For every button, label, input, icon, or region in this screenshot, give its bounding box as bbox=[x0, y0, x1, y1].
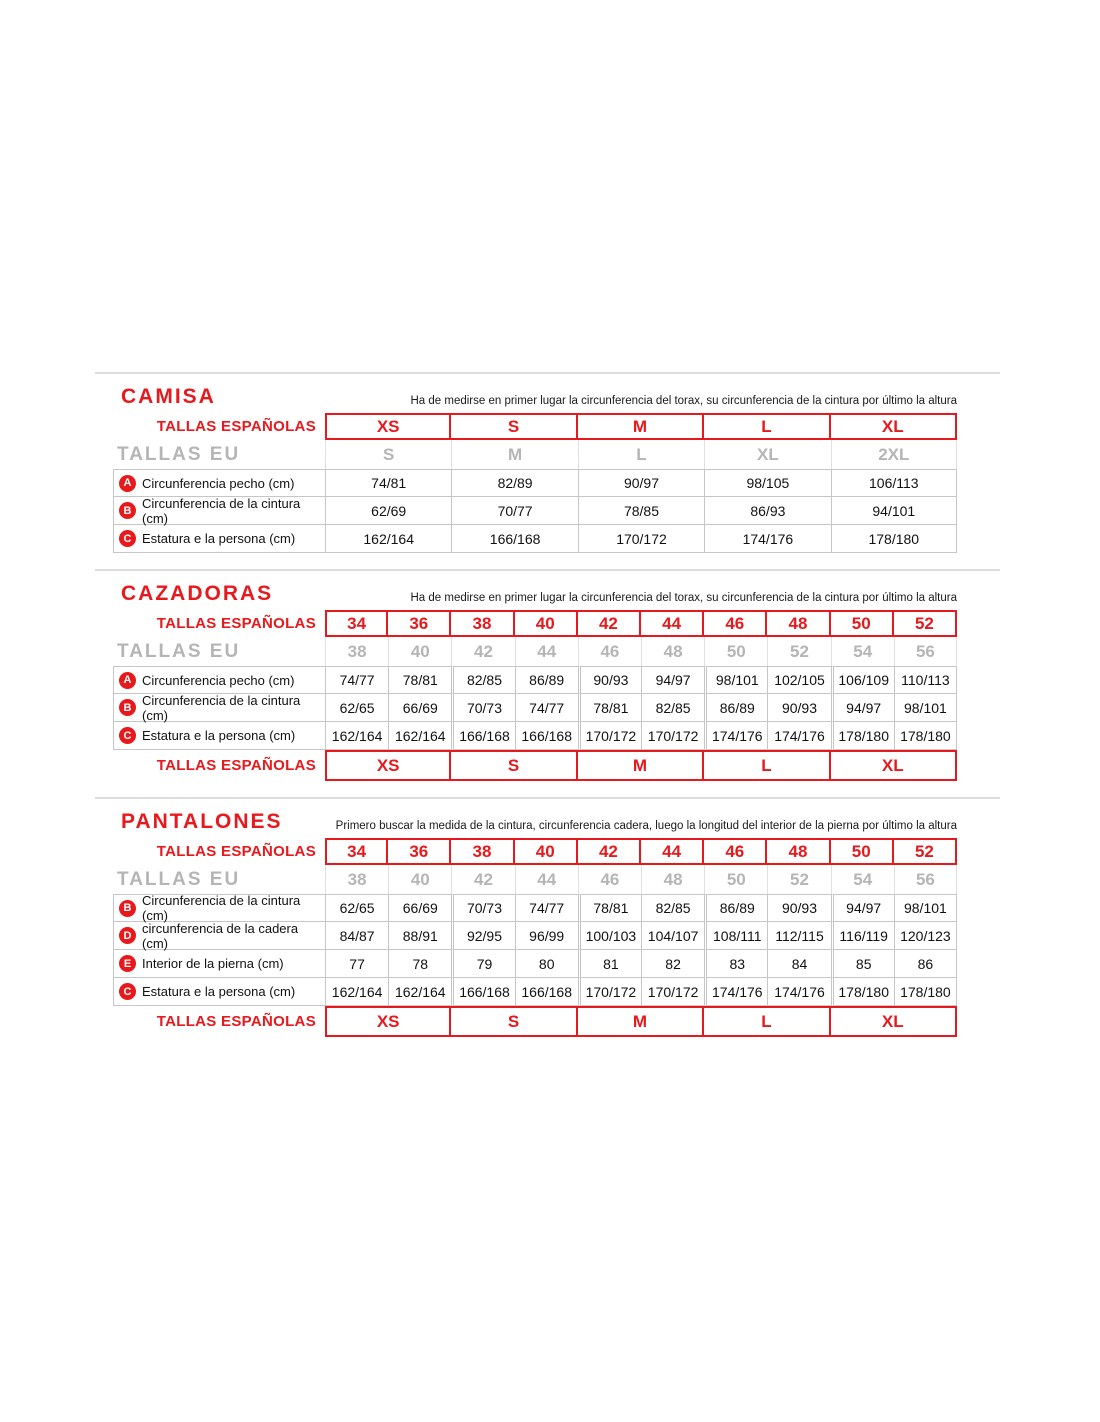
measurement-value: 162/164 bbox=[325, 978, 388, 1006]
size-eu-cell: 44 bbox=[515, 637, 578, 666]
section-title-cazadoras: CAZADORAS bbox=[121, 582, 274, 605]
measurement-row bbox=[113, 497, 957, 525]
measurement-label bbox=[113, 497, 325, 525]
measuring-note: Ha de medirse en primer lugar la circunferencia del torax, su circunferencia de la cintura por último la altura bbox=[410, 395, 957, 407]
size-eu-cell: 48 bbox=[641, 865, 704, 894]
size-es-cell: 44 bbox=[641, 610, 704, 637]
measurement-row bbox=[113, 666, 957, 694]
sizes-es-footer-row bbox=[113, 1006, 957, 1037]
size-es-group-cell: M bbox=[578, 750, 704, 781]
measurement-value: 94/97 bbox=[831, 694, 894, 722]
size-es-cell: 48 bbox=[767, 838, 830, 865]
measurement-row bbox=[113, 469, 957, 497]
measurement-value: 174/176 bbox=[704, 978, 767, 1006]
size-eu-cell: 38 bbox=[325, 865, 388, 894]
measurement-value: 178/180 bbox=[894, 978, 957, 1006]
size-es-cell: 38 bbox=[451, 838, 514, 865]
measurement-value: 66/69 bbox=[388, 694, 451, 722]
size-es-group-cell: S bbox=[451, 750, 577, 781]
measurement-label bbox=[113, 694, 325, 722]
measurement-value: 166/168 bbox=[515, 978, 578, 1006]
measurement-value: 166/168 bbox=[515, 722, 578, 750]
measurement-value: 78/81 bbox=[388, 666, 451, 694]
measurement-row bbox=[113, 922, 957, 950]
measurement-value: 178/180 bbox=[831, 722, 894, 750]
measurement-value: 82/85 bbox=[451, 666, 514, 694]
measurement-label-text: Circunferencia de la cintura (cm) bbox=[142, 893, 301, 923]
measurement-label-text: Interior de la pierna (cm) bbox=[142, 956, 284, 971]
size-es-cell: 46 bbox=[704, 610, 767, 637]
size-table-camisa bbox=[113, 374, 957, 553]
tallas-eu-label: TALLAS EU bbox=[117, 868, 241, 890]
measurement-value: 116/119 bbox=[831, 922, 894, 950]
size-eu-cell: 50 bbox=[704, 865, 767, 894]
size-es-cell: M bbox=[578, 413, 704, 440]
measurement-value: 82/85 bbox=[641, 694, 704, 722]
size-eu-cell: 48 bbox=[641, 637, 704, 666]
measurement-value: 170/172 bbox=[641, 722, 704, 750]
measurement-value: 110/113 bbox=[894, 666, 957, 694]
measuring-note: Ha de medirse en primer lugar la circunferencia del torax, su circunferencia de la cintura por último la altura bbox=[410, 592, 957, 604]
size-es-cell: 52 bbox=[894, 838, 957, 865]
size-eu-cell: XL bbox=[704, 440, 830, 469]
measurement-value: 170/172 bbox=[578, 525, 704, 553]
measurement-value: 62/69 bbox=[325, 497, 451, 525]
size-table-pantalones bbox=[113, 799, 957, 1037]
measurement-value: 74/77 bbox=[515, 894, 578, 922]
measurement-value: 170/172 bbox=[578, 722, 641, 750]
size-eu-cell: S bbox=[325, 440, 451, 469]
size-es-group-cell: L bbox=[704, 1006, 830, 1037]
measurement-value: 166/168 bbox=[451, 525, 577, 553]
measurement-value: 66/69 bbox=[388, 894, 451, 922]
measure-badge-d: D bbox=[119, 927, 136, 944]
size-es-cell: 42 bbox=[578, 838, 641, 865]
measurement-value: 98/101 bbox=[894, 694, 957, 722]
measurement-value: 88/91 bbox=[388, 922, 451, 950]
measurement-value: 70/73 bbox=[451, 694, 514, 722]
size-es-cell: 48 bbox=[767, 610, 830, 637]
measurement-value: 90/93 bbox=[767, 694, 830, 722]
size-eu-cell: 2XL bbox=[831, 440, 957, 469]
measurement-row bbox=[113, 525, 957, 553]
size-es-cell: 42 bbox=[578, 610, 641, 637]
measurement-row bbox=[113, 694, 957, 722]
measurement-row bbox=[113, 722, 957, 750]
measurement-row bbox=[113, 978, 957, 1006]
measurement-value: 86/89 bbox=[515, 666, 578, 694]
size-es-cell: 52 bbox=[894, 610, 957, 637]
section-header bbox=[113, 799, 957, 838]
measurement-value: 90/93 bbox=[578, 666, 641, 694]
measuring-note: Primero buscar la medida de la cintura, circunferencia cadera, luego la longitud del interior de la pierna por último la altura bbox=[335, 820, 957, 832]
measurement-value: 96/99 bbox=[515, 922, 578, 950]
measurement-value: 94/97 bbox=[641, 666, 704, 694]
measurement-value: 102/105 bbox=[767, 666, 830, 694]
size-es-group-cell: L bbox=[704, 750, 830, 781]
size-es-group-cell: M bbox=[578, 1006, 704, 1037]
sizes-eu-row bbox=[113, 440, 957, 469]
size-eu-cell: 54 bbox=[831, 865, 894, 894]
sizes-es-row bbox=[113, 413, 957, 440]
measurement-label-text: Circunferencia pecho (cm) bbox=[142, 475, 295, 491]
measurement-value: 104/107 bbox=[641, 922, 704, 950]
size-es-group-cell: XL bbox=[831, 1006, 957, 1037]
measurement-value: 82/85 bbox=[641, 894, 704, 922]
measurement-value: 162/164 bbox=[325, 525, 451, 553]
measurement-value: 178/180 bbox=[831, 525, 957, 553]
measurement-value: 74/77 bbox=[515, 694, 578, 722]
size-es-cell: 36 bbox=[388, 610, 451, 637]
measurement-label-text: Estatura e la persona (cm) bbox=[142, 728, 296, 743]
measurement-value: 94/97 bbox=[831, 894, 894, 922]
size-eu-cell: 54 bbox=[831, 637, 894, 666]
size-es-cell: 34 bbox=[325, 610, 388, 637]
sizes-eu-row bbox=[113, 865, 957, 894]
section-title-pantalones: PANTALONES bbox=[121, 810, 283, 833]
measurement-value: 78/85 bbox=[578, 497, 704, 525]
measurement-value: 90/93 bbox=[767, 894, 830, 922]
measure-badge-c: C bbox=[119, 530, 136, 547]
measurement-value: 100/103 bbox=[578, 922, 641, 950]
measurement-value: 78/81 bbox=[578, 894, 641, 922]
measurement-value: 90/97 bbox=[578, 469, 704, 497]
size-es-cell: XL bbox=[831, 413, 957, 440]
measurement-label-text: Circunferencia pecho (cm) bbox=[142, 672, 295, 688]
measurement-label-text: circunferencia de la cadera (cm) bbox=[142, 920, 299, 951]
size-es-cell: 44 bbox=[641, 838, 704, 865]
section-title-camisa: CAMISA bbox=[121, 385, 216, 408]
measurement-value: 86/93 bbox=[704, 497, 830, 525]
measurement-value: 78/81 bbox=[578, 694, 641, 722]
measurement-label bbox=[113, 950, 325, 978]
size-es-cell: 36 bbox=[388, 838, 451, 865]
measure-badge-a: A bbox=[119, 672, 136, 689]
size-eu-cell: M bbox=[451, 440, 577, 469]
tallas-eu-label: TALLAS EU bbox=[117, 443, 241, 465]
size-table-cazadoras bbox=[113, 571, 957, 781]
measurement-label bbox=[113, 469, 325, 497]
size-eu-cell: L bbox=[578, 440, 704, 469]
size-es-cell: 34 bbox=[325, 838, 388, 865]
measurement-value: 84 bbox=[767, 950, 830, 978]
measurement-value: 92/95 bbox=[451, 922, 514, 950]
measurement-value: 98/105 bbox=[704, 469, 830, 497]
measurement-value: 79 bbox=[451, 950, 514, 978]
size-eu-cell: 50 bbox=[704, 637, 767, 666]
section-header bbox=[113, 571, 957, 610]
size-es-cell: 50 bbox=[831, 838, 894, 865]
measurement-value: 74/81 bbox=[325, 469, 451, 497]
measurement-value: 174/176 bbox=[767, 978, 830, 1006]
tallas-espanolas-label: TALLAS ESPAÑOLAS bbox=[156, 843, 316, 860]
measurement-value: 62/65 bbox=[325, 894, 388, 922]
sizes-es-footer-row bbox=[113, 750, 957, 781]
size-es-cell: XS bbox=[325, 413, 451, 440]
measurement-value: 174/176 bbox=[704, 722, 767, 750]
measurement-value: 81 bbox=[578, 950, 641, 978]
measurement-label bbox=[113, 978, 325, 1006]
measurement-value: 178/180 bbox=[831, 978, 894, 1006]
measurement-value: 162/164 bbox=[388, 978, 451, 1006]
measurement-value: 70/77 bbox=[451, 497, 577, 525]
measurement-value: 112/115 bbox=[767, 922, 830, 950]
measurement-value: 98/101 bbox=[894, 894, 957, 922]
size-eu-cell: 40 bbox=[388, 865, 451, 894]
size-chart-content bbox=[95, 372, 1000, 1053]
size-es-cell: S bbox=[451, 413, 577, 440]
size-eu-cell: 42 bbox=[451, 865, 514, 894]
measurement-label bbox=[113, 922, 325, 950]
measurement-value: 120/123 bbox=[894, 922, 957, 950]
measure-badge-c: C bbox=[119, 983, 136, 1000]
size-es-cell: 46 bbox=[704, 838, 767, 865]
measurement-value: 174/176 bbox=[767, 722, 830, 750]
measurement-value: 84/87 bbox=[325, 922, 388, 950]
measurement-value: 108/111 bbox=[704, 922, 767, 950]
measure-badge-c: C bbox=[119, 727, 136, 744]
size-eu-cell: 52 bbox=[767, 865, 830, 894]
measurement-value: 166/168 bbox=[451, 978, 514, 1006]
size-eu-cell: 42 bbox=[451, 637, 514, 666]
measure-badge-b: B bbox=[119, 699, 136, 716]
measurement-value: 174/176 bbox=[704, 525, 830, 553]
measurement-value: 77 bbox=[325, 950, 388, 978]
sizes-es-row bbox=[113, 838, 957, 865]
size-es-group-cell: XS bbox=[325, 750, 451, 781]
measurement-value: 78 bbox=[388, 950, 451, 978]
measurement-value: 170/172 bbox=[641, 978, 704, 1006]
size-es-cell: 40 bbox=[515, 610, 578, 637]
measurement-value: 94/101 bbox=[831, 497, 957, 525]
tallas-espanolas-label: TALLAS ESPAÑOLAS bbox=[156, 615, 316, 632]
measurement-value: 82/89 bbox=[451, 469, 577, 497]
measurement-label bbox=[113, 722, 325, 750]
measurement-label-text: Circunferencia de la cintura (cm) bbox=[142, 495, 301, 526]
size-eu-cell: 38 bbox=[325, 637, 388, 666]
size-es-cell: 40 bbox=[515, 838, 578, 865]
measurement-label bbox=[113, 666, 325, 694]
tallas-eu-label: TALLAS EU bbox=[117, 640, 241, 662]
measurement-label bbox=[113, 894, 325, 922]
size-es-group-cell: S bbox=[451, 1006, 577, 1037]
size-es-group-cell: XL bbox=[831, 750, 957, 781]
measurement-value: 178/180 bbox=[894, 722, 957, 750]
measurement-value: 70/73 bbox=[451, 894, 514, 922]
size-eu-cell: 56 bbox=[894, 865, 957, 894]
tallas-espanolas-footer-label: TALLAS ESPAÑOLAS bbox=[156, 757, 316, 774]
size-eu-cell: 44 bbox=[515, 865, 578, 894]
measure-badge-b: B bbox=[119, 900, 136, 917]
measurement-value: 62/65 bbox=[325, 694, 388, 722]
measurement-value: 80 bbox=[515, 950, 578, 978]
measurement-value: 82 bbox=[641, 950, 704, 978]
size-es-cell: 38 bbox=[451, 610, 514, 637]
size-es-group-cell: XS bbox=[325, 1006, 451, 1037]
size-es-cell: 50 bbox=[831, 610, 894, 637]
measurement-value: 86/89 bbox=[704, 894, 767, 922]
measurement-value: 86/89 bbox=[704, 694, 767, 722]
size-eu-cell: 46 bbox=[578, 865, 641, 894]
measurement-label bbox=[113, 525, 325, 553]
measurement-row bbox=[113, 894, 957, 922]
measurement-value: 85 bbox=[831, 950, 894, 978]
measurement-value: 86 bbox=[894, 950, 957, 978]
measure-badge-b: B bbox=[119, 502, 136, 519]
size-eu-cell: 46 bbox=[578, 637, 641, 666]
tallas-espanolas-label: TALLAS ESPAÑOLAS bbox=[156, 418, 316, 435]
measurement-label-text: Estatura e la persona (cm) bbox=[142, 984, 296, 999]
size-eu-cell: 56 bbox=[894, 637, 957, 666]
section-header bbox=[113, 374, 957, 413]
size-es-cell: L bbox=[704, 413, 830, 440]
measurement-label-text: Estatura e la persona (cm) bbox=[142, 531, 296, 546]
measurement-value: 166/168 bbox=[451, 722, 514, 750]
sizes-eu-row bbox=[113, 637, 957, 666]
size-eu-cell: 52 bbox=[767, 637, 830, 666]
measurement-value: 83 bbox=[704, 950, 767, 978]
size-eu-cell: 40 bbox=[388, 637, 451, 666]
measurement-value: 74/77 bbox=[325, 666, 388, 694]
measurement-value: 106/109 bbox=[831, 666, 894, 694]
measurement-row bbox=[113, 950, 957, 978]
measure-badge-a: A bbox=[119, 475, 136, 492]
measurement-value: 162/164 bbox=[388, 722, 451, 750]
measurement-value: 106/113 bbox=[831, 469, 957, 497]
measurement-value: 98/101 bbox=[704, 666, 767, 694]
measurement-value: 170/172 bbox=[578, 978, 641, 1006]
sizes-es-row bbox=[113, 610, 957, 637]
tallas-espanolas-footer-label: TALLAS ESPAÑOLAS bbox=[156, 1013, 316, 1030]
measurement-value: 162/164 bbox=[325, 722, 388, 750]
measurement-label-text: Circunferencia de la cintura (cm) bbox=[142, 692, 301, 723]
measure-badge-e: E bbox=[119, 955, 136, 972]
